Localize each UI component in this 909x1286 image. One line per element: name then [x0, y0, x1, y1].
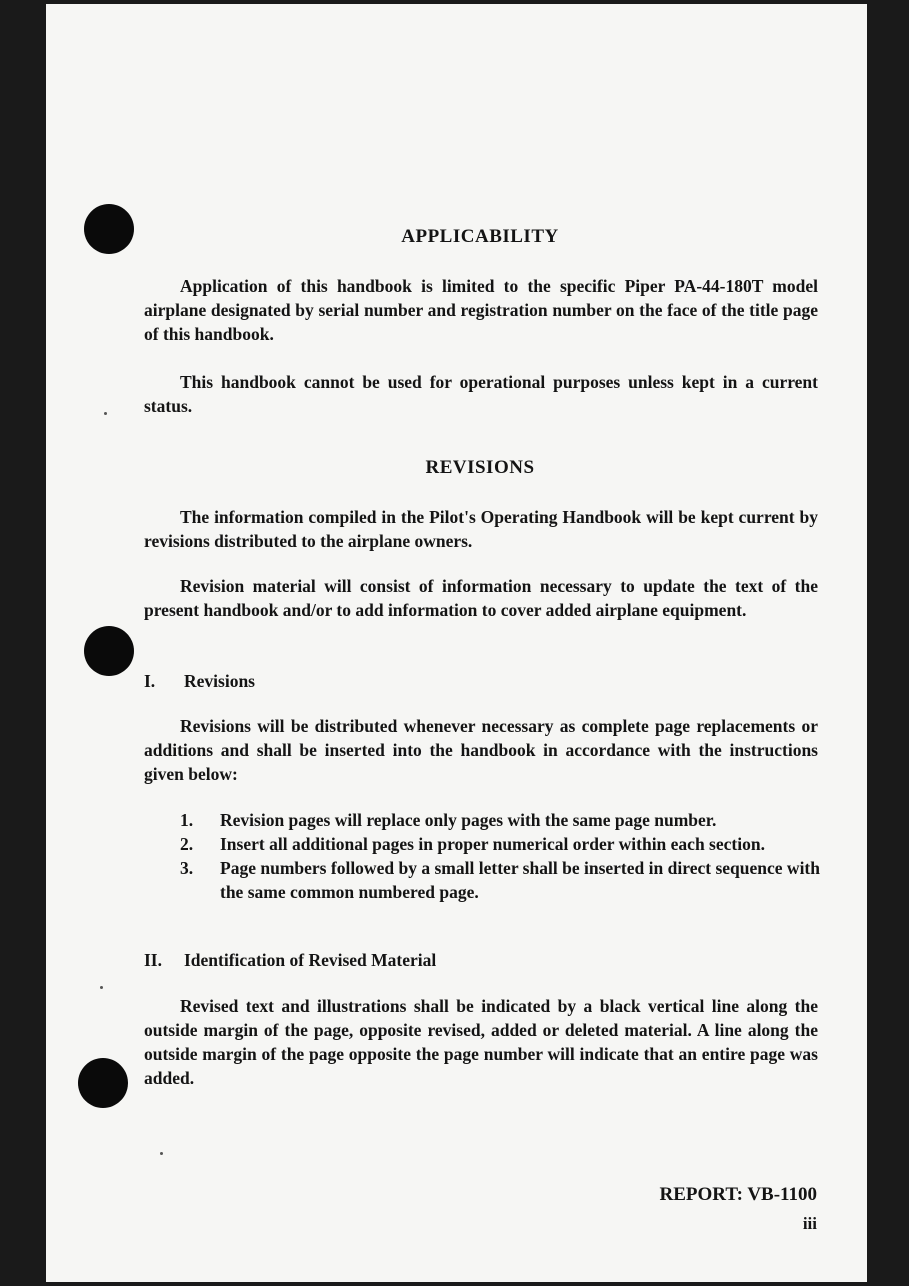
- applicability-paragraph-1: Application of this handbook is limited to the specific Piper PA-44-180T model airplane designated by serial number and registration number on the face of the title page of this handbook.: [144, 276, 818, 344]
- revision-instructions-list: [180, 808, 820, 904]
- paper-speck: [100, 986, 103, 989]
- section-1-title: Revisions: [184, 671, 255, 691]
- section-1-paragraph: Revisions will be distributed whenever necessary as complete page replacements or additions and shall be inserted into the handbook in accordance with the instructions given below:: [144, 716, 818, 784]
- paper-speck: [104, 412, 107, 415]
- list-item: 1. Revision pages will replace only pages with the same page number.: [180, 810, 717, 830]
- section-1-heading: [144, 669, 255, 693]
- binder-hole-middle: [84, 626, 134, 676]
- binder-hole-bottom: [78, 1058, 128, 1108]
- page-number: iii: [802, 1214, 817, 1233]
- section-2-paragraph: Revised text and illustrations shall be indicated by a black vertical line along the outside margin of the page, opposite revised, added or deleted material. A line along the outside margin of the page opposite the page number will indicate that an entire page was added.: [144, 996, 818, 1088]
- report-number: REPORT: VB-1100: [659, 1184, 817, 1205]
- revisions-heading: REVISIONS: [425, 457, 535, 478]
- section-2-title: Identification of Revised Material: [184, 950, 437, 970]
- document-page: [46, 4, 867, 1282]
- list-item: 2. Insert all additional pages in proper numerical order within each section.: [180, 834, 765, 854]
- section-2-heading: [144, 948, 436, 972]
- list-item: 3. Page numbers followed by a small letter shall be inserted in direct sequence with the same common numbered page.: [180, 858, 820, 902]
- applicability-paragraph-2: This handbook cannot be used for operational purposes unless kept in a current status.: [144, 372, 818, 416]
- paper-speck: [160, 1152, 163, 1155]
- revisions-paragraph-2: Revision material will consist of information necessary to update the text of the present handbook and/or to add information to cover added airplane equipment.: [144, 576, 818, 620]
- section-2-number: II.: [144, 950, 162, 970]
- revisions-paragraph-1: The information compiled in the Pilot's Operating Handbook will be kept current by revisions distributed to the airplane owners.: [144, 507, 818, 551]
- applicability-heading: APPLICABILITY: [401, 226, 559, 247]
- section-1-number: I.: [144, 671, 156, 691]
